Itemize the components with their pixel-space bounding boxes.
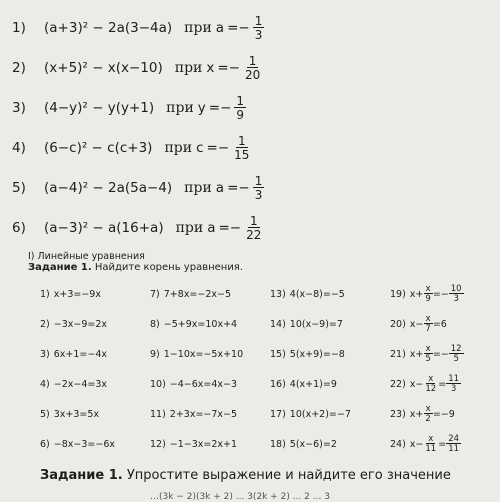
equation-item — [40, 312, 107, 336]
equation-text: x+3=−9x — [53, 288, 101, 300]
exercise-condition: при — [184, 20, 212, 36]
exercise-fraction — [232, 135, 251, 161]
task-heading — [28, 262, 243, 273]
equation-fraction-denominator: 11 — [425, 444, 437, 454]
equation-item — [270, 312, 343, 336]
equation-text: −2x−4=3x — [53, 378, 108, 390]
exercise-fraction-denominator: 22 — [246, 228, 262, 242]
equation-item — [40, 342, 107, 366]
exercise-fraction-denominator: 3 — [254, 188, 263, 202]
exercise-fraction — [244, 215, 263, 241]
equation-item — [150, 282, 231, 306]
equation-fraction — [423, 375, 438, 394]
exercise-expression: (a−4)² − 2a(5a−4) — [44, 180, 173, 196]
equation-item — [390, 432, 461, 456]
exercise-condition: при — [164, 140, 193, 156]
equation-item — [390, 342, 464, 366]
equation-item — [150, 312, 237, 336]
equation-fraction-denominator: 9 — [425, 294, 431, 304]
equation-fraction-numerator: x — [428, 373, 434, 384]
exercise-variable: a — [207, 220, 216, 236]
equation-text: 2+3x=−7x−5 — [169, 408, 238, 420]
equation-item — [390, 402, 455, 426]
exercise-equals: =− — [227, 180, 250, 196]
equation-number: 5) — [40, 408, 50, 420]
exercise-variable: x — [206, 60, 215, 76]
bottom-task-heading — [40, 468, 451, 483]
exercise-fraction — [234, 95, 246, 121]
equation-text: −5+9x=10x+4 — [163, 318, 238, 330]
equation-rhs-fraction — [446, 435, 461, 454]
equation-text: 5(x−6)=2 — [289, 438, 337, 450]
equation-text: 1−10x=−5x+10 — [163, 348, 244, 360]
exercise-fraction-numerator: 1 — [254, 174, 263, 188]
equation-equals: = — [438, 438, 447, 450]
equation-item — [40, 372, 107, 396]
bottom-task-text: Упростите выражение и найдите его значение — [126, 468, 451, 483]
exercise-fraction-numerator: 1 — [237, 134, 246, 148]
exercise-number: 2) — [12, 60, 26, 76]
exercise-number: 4) — [12, 140, 26, 156]
exercise-equals: =− — [208, 100, 232, 116]
equation-fraction-numerator: x — [425, 343, 431, 354]
equation-number: 23) — [390, 408, 406, 420]
task-label: Задание 1. — [28, 262, 92, 273]
equation-number: 17) — [270, 408, 286, 420]
exercise-variable: c — [196, 140, 204, 156]
equation-item — [40, 432, 115, 456]
equation-number: 19) — [390, 288, 406, 300]
equation-rhs: =−9 — [432, 408, 455, 420]
equation-item — [270, 432, 337, 456]
equation-text: −8x−3=−6x — [53, 438, 115, 450]
equation-number: 4) — [40, 378, 50, 390]
exercise-row — [12, 168, 264, 208]
cut-off-line: …(3k − 2)(3k + 2) ... 3(2k + 2) ... 2 ... 3 — [150, 492, 330, 502]
exercise-variable: a — [215, 180, 225, 196]
equation-fraction-numerator: x — [425, 403, 431, 414]
equation-prefix: x− — [409, 318, 424, 330]
equation-number: 6) — [40, 438, 50, 450]
equation-item — [150, 372, 237, 396]
exercise-row — [12, 208, 263, 248]
equation-fraction-numerator: x — [428, 433, 434, 444]
exercise-expression: (4−y)² − y(y+1) — [44, 100, 155, 116]
equation-text: 7+8x=−2x−5 — [163, 288, 232, 300]
equation-item — [150, 402, 237, 426]
exercise-fraction — [253, 175, 265, 201]
exercise-fraction-numerator: 1 — [236, 94, 245, 108]
exercise-condition: при — [166, 100, 194, 116]
equation-equals: =− — [432, 348, 449, 360]
exercise-row — [12, 8, 264, 48]
equation-number: 24) — [390, 438, 406, 450]
equation-number: 13) — [270, 288, 286, 300]
equation-fraction-denominator: 2 — [425, 414, 431, 424]
bottom-task-label: Задание 1. — [40, 468, 123, 483]
equation-fraction-numerator: x — [425, 283, 431, 294]
equation-text: 4(x+1)=9 — [289, 378, 337, 390]
exercise-number: 3) — [12, 100, 26, 116]
exercise-variable: y — [197, 100, 206, 116]
equation-number: 1) — [40, 288, 50, 300]
exercise-expression: (6−c)² − c(c+3) — [44, 140, 153, 156]
equation-fraction-denominator: 12 — [425, 384, 437, 394]
equation-number: 7) — [150, 288, 160, 300]
equation-text: −1−3x=2x+1 — [169, 438, 238, 450]
exercise-number: 1) — [12, 20, 26, 36]
equation-item — [270, 342, 345, 366]
equation-number: 18) — [270, 438, 286, 450]
exercise-fraction-numerator: 1 — [248, 54, 257, 68]
equation-fraction-denominator: 7 — [425, 324, 431, 334]
exercise-equals: =− — [218, 220, 242, 236]
equation-item — [390, 282, 464, 306]
equation-rhs-fraction-numerator: 11 — [448, 373, 460, 384]
equation-rhs-fraction-denominator: 3 — [453, 294, 459, 304]
equation-number: 11) — [150, 408, 166, 420]
equation-text: 10(x−9)=7 — [289, 318, 343, 330]
exercise-equals: =− — [217, 60, 240, 76]
exercise-condition: при — [184, 180, 212, 196]
equation-text: 4(x−8)=−5 — [289, 288, 345, 300]
exercise-condition: при — [174, 60, 203, 76]
equation-item — [270, 372, 337, 396]
exercise-equals: =− — [227, 20, 250, 36]
exercise-fraction-denominator: 9 — [236, 108, 245, 122]
exercise-fraction — [243, 55, 262, 81]
equation-fraction-numerator: x — [425, 313, 431, 324]
equation-rhs-fraction-numerator: 24 — [448, 433, 460, 444]
exercise-row — [12, 48, 262, 88]
equation-prefix: x+ — [409, 288, 424, 300]
equation-text: 10(x+2)=−7 — [289, 408, 351, 420]
equation-number: 3) — [40, 348, 50, 360]
exercise-expression: (a−3)² − a(16+a) — [44, 220, 164, 236]
equation-rhs: =6 — [432, 318, 447, 330]
exercise-expression: (x+5)² − x(x−10) — [44, 60, 163, 76]
equation-number: 14) — [270, 318, 286, 330]
equation-fraction — [423, 345, 432, 364]
exercise-fraction-numerator: 1 — [249, 214, 258, 228]
exercise-fraction — [253, 15, 265, 41]
equation-item — [390, 312, 447, 336]
equation-rhs-fraction-numerator: 10 — [450, 283, 462, 294]
equation-text: −3x−9=2x — [53, 318, 108, 330]
exercise-expression: (a+3)² − 2a(3−4a) — [44, 20, 173, 36]
equation-number: 10) — [150, 378, 166, 390]
equation-text: 6x+1=−4x — [53, 348, 108, 360]
exercise-row — [12, 88, 246, 128]
exercise-equals: =− — [206, 140, 230, 156]
equation-number: 12) — [150, 438, 166, 450]
equation-item — [150, 432, 237, 456]
exercise-condition: при — [175, 220, 204, 236]
equation-rhs-fraction-denominator: 3 — [450, 384, 457, 394]
equation-prefix: x− — [409, 378, 424, 390]
equation-item — [270, 282, 345, 306]
equation-number: 20) — [390, 318, 406, 330]
equation-rhs-fraction-denominator: 5 — [453, 354, 459, 364]
equation-number: 15) — [270, 348, 286, 360]
equation-fraction — [423, 285, 432, 304]
equation-fraction — [423, 405, 432, 424]
equation-equals: = — [438, 378, 447, 390]
equation-prefix: x+ — [409, 348, 424, 360]
equation-number: 21) — [390, 348, 406, 360]
section-title: I) Линейные уравнения — [28, 251, 145, 262]
equation-prefix: x+ — [409, 408, 424, 420]
equation-number: 2) — [40, 318, 50, 330]
equation-item — [390, 372, 461, 396]
equation-item — [40, 402, 99, 426]
exercise-variable: a — [215, 20, 225, 36]
equation-prefix: x− — [409, 438, 424, 450]
exercise-fraction-numerator: 1 — [254, 14, 263, 28]
equation-text: −4−6x=4x−3 — [169, 378, 238, 390]
exercise-fraction-denominator: 3 — [254, 28, 263, 42]
equation-text: 5(x+9)=−8 — [289, 348, 345, 360]
equation-rhs-fraction-denominator: 11 — [448, 444, 460, 454]
exercise-number: 5) — [12, 180, 26, 196]
equation-number: 22) — [390, 378, 406, 390]
equation-item — [40, 282, 101, 306]
equation-fraction — [423, 315, 432, 334]
equation-item — [150, 342, 243, 366]
equation-equals: =− — [432, 288, 449, 300]
exercise-number: 6) — [12, 220, 26, 236]
equation-fraction-denominator: 5 — [425, 354, 431, 364]
equation-rhs-fraction — [449, 285, 464, 304]
equation-rhs-fraction — [449, 345, 464, 364]
equation-item — [270, 402, 351, 426]
equation-rhs-fraction — [446, 375, 461, 394]
exercise-fraction-denominator: 20 — [244, 68, 261, 82]
equation-number: 16) — [270, 378, 286, 390]
equation-fraction — [423, 435, 438, 454]
equation-text: 3x+3=5x — [53, 408, 100, 420]
exercise-fraction-denominator: 15 — [234, 148, 250, 162]
equation-number: 9) — [150, 348, 160, 360]
task-text: Найдите корень уравнения. — [94, 262, 244, 273]
equation-number: 8) — [150, 318, 160, 330]
exercise-row — [12, 128, 251, 168]
equation-rhs-fraction-numerator: 12 — [450, 343, 462, 354]
